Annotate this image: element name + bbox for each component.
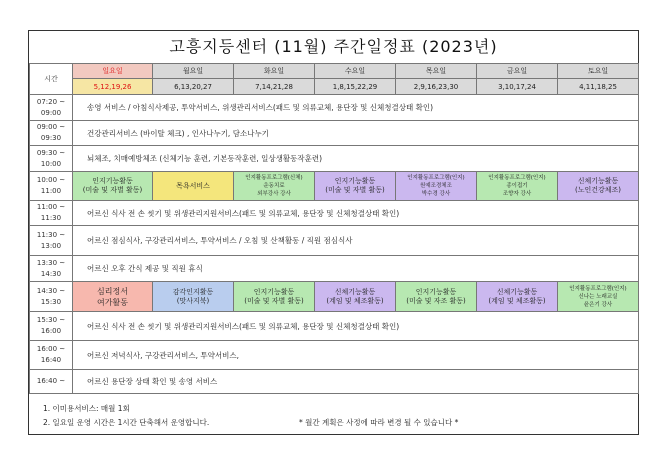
time-start: 09:00 ~ xyxy=(36,123,66,131)
day-name-sun: 일요일 xyxy=(73,64,153,79)
activity-text: 어르신 식사 전 손 씻기 및 위생관리지원서비스(패드 및 의류교체, 용단장 및 신체청결상태 확인) xyxy=(73,312,639,341)
time-start: 15:30 ~ xyxy=(36,316,66,324)
time-start: 09:30 ~ xyxy=(36,148,66,157)
time-end: 15:30 xyxy=(40,297,62,306)
time-start: 13:30 ~ xyxy=(36,258,66,267)
program-title: 목욕서비스 xyxy=(176,181,210,190)
day-dates-sat: 4,11,18,25 xyxy=(558,79,639,95)
day-dates-mon: 6,13,20,27 xyxy=(153,79,234,95)
program-instructor: 조향자 강사 xyxy=(502,191,532,197)
time-cell xyxy=(30,256,73,282)
program-cell-sun xyxy=(73,172,153,201)
program-cell-tue xyxy=(234,282,315,312)
program-detail: 운동치료 xyxy=(263,183,285,189)
day-dates-wed: 1,8,15,22,29 xyxy=(315,79,396,95)
time-end: 16:00 xyxy=(40,327,62,335)
program-cell-sat xyxy=(558,172,639,201)
time-cell xyxy=(30,312,73,341)
activity-text: 어르신 저녁식사, 구강관리서비스, 투약서비스, xyxy=(73,341,639,370)
program-cell-fri xyxy=(477,172,558,201)
activity-text: 건강관리서비스 (바이탈 체크) , 인사나누기, 담소나누기 xyxy=(73,121,639,146)
time-cell xyxy=(30,226,73,256)
time-start: 11:00 ~ xyxy=(36,203,66,211)
time-end: 14:30 xyxy=(40,269,62,278)
schedule-table xyxy=(29,63,639,394)
day-dates-tue: 7,14,21,28 xyxy=(234,79,315,95)
program-detail: (노인건강체조) xyxy=(574,186,622,194)
schedule-row xyxy=(30,121,639,146)
program-cell-mon xyxy=(153,282,234,312)
program-row xyxy=(30,172,639,201)
program-cell-mon xyxy=(153,172,234,201)
time-start: 16:00 ~ xyxy=(36,345,66,353)
program-cell-fri xyxy=(477,282,558,312)
program-detail: (미술 및 자별 활동) xyxy=(82,186,143,194)
program-detail: (미술 및 자별 활동) xyxy=(244,296,304,305)
schedule-row xyxy=(30,226,639,256)
program-title: 인지기능활동 xyxy=(92,177,133,185)
program-cell-thu xyxy=(396,282,477,312)
program-title: 감각인지활동 xyxy=(172,287,214,296)
program-cell-sun xyxy=(73,282,153,312)
time-cell xyxy=(30,146,73,172)
program-title: 신체기능활동 xyxy=(496,287,538,296)
program-detail: (맛사지북) xyxy=(176,296,210,305)
note-sunday-hours: 2. 일요일 운영 시간은 1시간 단축해서 운영합니다. xyxy=(43,418,210,427)
activity-text: 어르신 점심식사, 구강관리서비스, 투약서비스 / 오침 및 산책활동 / 직원 점심식사 xyxy=(73,226,639,256)
activity-text: 어르신 오후 간식 제공 및 직원 휴식 xyxy=(73,256,639,282)
time-end: 09:00 xyxy=(40,108,62,117)
program-title: 신체기능활동 xyxy=(577,177,619,185)
program-title: 인지활동프로그램(신체) xyxy=(245,175,303,181)
activity-text: 송영 서비스 / 아침식사제공, 투약서비스, 위생관리서비스(패드 및 의류교체, 용단장 및 신체청결상태 확인) xyxy=(73,95,639,121)
schedule-row xyxy=(30,312,639,341)
program-detail: 종이접기 xyxy=(506,183,528,189)
time-end: 11:00 xyxy=(40,187,62,195)
note-beauty-service: 1. 이미용서비스: 매월 1회 xyxy=(43,404,130,413)
program-detail: (계임 및 체조활동) xyxy=(488,296,546,305)
time-end: 10:00 xyxy=(40,159,62,168)
day-name-tue: 화요일 xyxy=(234,64,315,79)
header-row-days xyxy=(30,64,639,79)
program-cell-thu xyxy=(396,172,477,201)
time-cell xyxy=(30,341,73,370)
time-cell xyxy=(30,201,73,226)
time-end: 09:30 xyxy=(40,134,62,142)
note-plan-change: * 월간 계획은 사정에 따라 변경 될 수 있습니다 * xyxy=(299,418,459,427)
day-dates-thu: 2,9,16,23,30 xyxy=(396,79,477,95)
program-title: 심리정서 xyxy=(97,286,128,296)
day-dates-fri: 3,10,17,24 xyxy=(477,79,558,95)
time-end: 13:00 xyxy=(40,241,62,250)
day-dates-sun: 5,12,19,26 xyxy=(73,79,153,95)
day-name-sat: 토요일 xyxy=(558,64,639,79)
day-name-fri: 금요일 xyxy=(477,64,558,79)
program-cell-wed xyxy=(315,282,396,312)
program-title: 인지기능활동 xyxy=(334,177,376,185)
day-name-mon: 월요일 xyxy=(153,64,234,79)
program-cell-wed xyxy=(315,172,396,201)
schedule-row xyxy=(30,341,639,370)
header-row-dates xyxy=(30,79,639,95)
program-instructor: 윤은기 강사 xyxy=(583,301,613,308)
program-detail: (계임 및 체조활동) xyxy=(326,296,384,305)
day-name-wed: 수요일 xyxy=(315,64,396,79)
program-title: 인지활동프로그램(인지) xyxy=(488,175,546,181)
program-detail: 신나는 노래교실 xyxy=(578,293,618,300)
time-end: 16:40 xyxy=(40,356,62,364)
activity-text: 어르신 용단장 상태 확인 및 송영 서비스 xyxy=(73,370,639,394)
page-title: 고흥지등센터 (11월) 주간일정표 (2023년) xyxy=(29,31,638,64)
time-end: 11:30 xyxy=(40,214,62,222)
time-start: 16:40 ~ xyxy=(36,377,66,385)
program-title: 인지기능활동 xyxy=(253,287,295,296)
time-start: 07:20 ~ xyxy=(36,97,66,106)
program-row xyxy=(30,282,639,312)
schedule-row xyxy=(30,146,639,172)
schedule-row xyxy=(30,95,639,121)
time-cell xyxy=(30,282,73,312)
schedule-row xyxy=(30,370,639,394)
schedule-sheet xyxy=(28,30,639,435)
schedule-row xyxy=(30,201,639,226)
time-header: 시간 xyxy=(30,64,73,95)
program-title: 인지기능활동 xyxy=(415,287,457,296)
time-start: 10:00 ~ xyxy=(36,176,66,184)
activity-text: 어르신 식사 전 손 씻기 및 위생관리지원서비스(패드 및 의류교체, 용단장 및 신체청결상태 확인) xyxy=(73,201,639,226)
program-cell-tue xyxy=(234,172,315,201)
program-cell-sat xyxy=(558,282,639,312)
time-cell xyxy=(30,172,73,201)
day-name-thu: 목요일 xyxy=(396,64,477,79)
time-start: 11:30 ~ xyxy=(36,230,66,239)
program-instructor: 외부강사 강사 xyxy=(257,191,291,197)
time-cell xyxy=(30,370,73,394)
program-detail: (미술 및 자조 활동) xyxy=(406,296,466,305)
time-cell xyxy=(30,95,73,121)
program-detail: 여가활동 xyxy=(97,297,128,307)
schedule-row xyxy=(30,256,639,282)
program-instructor: 박수경 강사 xyxy=(421,191,451,197)
activity-text: 뇌체조, 치매예방체조 (신체기능 훈련, 기본동작훈련, 일상생활동작훈련) xyxy=(73,146,639,172)
program-detail: 원예조경체조 xyxy=(420,183,452,189)
program-title: 인지활동프로그램(인지) xyxy=(407,175,465,181)
program-title: 인지활동프로그램(인지) xyxy=(569,285,627,292)
program-detail: (미술 및 자별 활동) xyxy=(325,186,385,194)
time-start: 14:30 ~ xyxy=(36,286,66,295)
time-cell xyxy=(30,121,73,146)
program-title: 신체기능활동 xyxy=(334,287,376,296)
